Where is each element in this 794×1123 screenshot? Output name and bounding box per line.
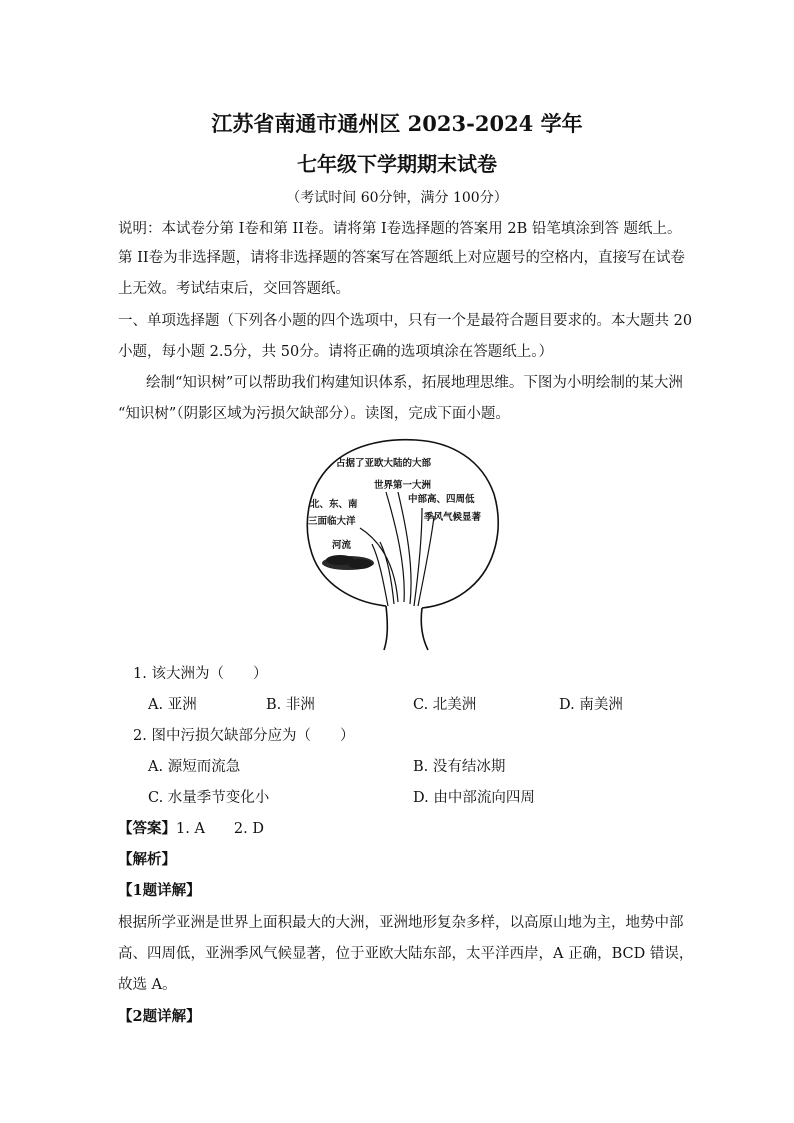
answer-row: [118, 822, 264, 837]
exam-info: （考试时间 60分钟，满分 100分）: [286, 190, 508, 206]
tree-trunk-right: [421, 608, 428, 650]
label-ocean-1: 北、东、南: [310, 499, 358, 510]
page-title: 江苏省南通市通州区 2023-2024 学年: [211, 111, 583, 136]
question-2-option-c: C. 水量季节变化小: [148, 790, 270, 806]
passage-line-2: “知识树”（阴影区域为污损欠缺部分）。读图，完成下面小题。: [118, 406, 510, 422]
label-top: 占据了亚欧大陆的大部: [336, 458, 432, 469]
label-largest: 世界第一大洲: [374, 480, 432, 491]
question-1-option-d: D. 南美洲: [559, 697, 623, 713]
label-ocean-2: 三面临大洋: [308, 516, 356, 527]
q1-analysis-line-2: 高、四周低，亚洲季风气候显著，位于亚欧大陆东部，太平洋西岸，A 正确，BCD 错误，: [118, 946, 694, 962]
label-terrain-2: 季风气候显著: [424, 512, 482, 523]
instructions-line-1: 说明：本试卷分第 I卷和第 II卷。请将第 I卷选择题的答案用 2B 铅笔填涂到答 题纸上。: [118, 221, 682, 237]
q1-analysis-line-1: 根据所学亚洲是世界上面积最大的大洲，亚洲地形复杂多样，以高原山地为主，地势中部: [118, 915, 684, 931]
question-1-option-b: B. 非洲: [266, 697, 315, 713]
question-1-option-a: A. 亚洲: [148, 697, 197, 713]
question-1-option-c: C. 北美洲: [413, 697, 477, 713]
branch-river-left: [372, 544, 388, 606]
answer-values: 1. A 2. D: [176, 821, 264, 837]
question-1-stem: 1. 该大洲为（ ）: [133, 666, 268, 682]
analysis-heading: 【解析】: [118, 851, 176, 868]
answer-label: 【答案】: [118, 820, 176, 837]
label-terrain-1: 中部高、四周低: [408, 494, 475, 505]
tree-trunk-left: [384, 606, 387, 650]
question-2-option-d: D. 由中部流向四周: [413, 790, 535, 806]
passage-line-1: 绘制“知识树”可以帮助我们构建知识体系，拓展地理思维。下图为小明绘制的某大洲: [146, 375, 683, 391]
question-2-stem: 2. 图中污损欠缺部分应为（ ）: [133, 728, 355, 744]
q1-analysis-line-3: 故选 A。: [118, 977, 177, 993]
section-one-line-2: 小题，每小题 2.5分，共 50分。请将正确的选项填涂在答题纸上。）: [118, 344, 553, 360]
knowledge-tree-figure: [300, 436, 500, 652]
section-one-line-1: 一、单项选择题（下列各小题的四个选项中，只有一个是最符合题目要求的。本大题共 20: [118, 313, 693, 329]
question-2-option-a: A. 源短而流急: [148, 759, 241, 775]
instructions-line-2: 第 II卷为非选择题，请将非选择题的答案写在答题纸上对应题号的空格内，直接写在试卷: [118, 250, 686, 266]
knowledge-tree-svg: [300, 436, 500, 652]
question-2-option-b: B. 没有结冰期: [413, 759, 506, 775]
label-river: 河流: [332, 540, 352, 551]
branch-river-right: [380, 542, 394, 604]
page-subtitle: 七年级下学期期末试卷: [297, 152, 497, 176]
q1-analysis-heading: 【1题详解】: [118, 882, 201, 899]
q2-analysis-heading: 【2题详解】: [118, 1008, 201, 1025]
branch-terrain-2: [418, 516, 434, 606]
instructions-line-3: 上无效。考试结束后，交回答题纸。: [118, 281, 350, 297]
